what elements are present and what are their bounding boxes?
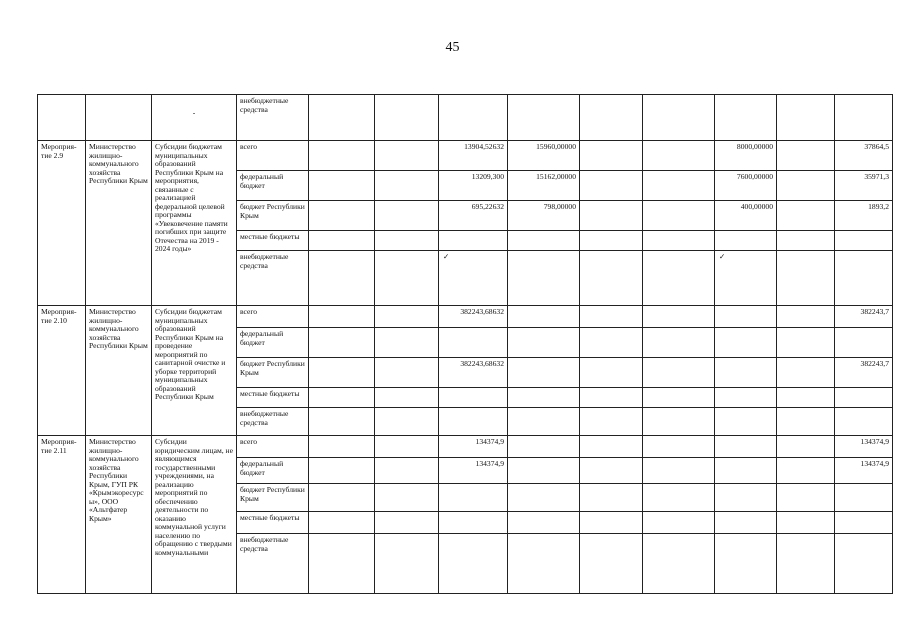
amount-cell — [508, 306, 580, 328]
amount-cell — [715, 458, 777, 484]
amount-cell: 7600,00000 — [715, 171, 777, 201]
source-label: местные бюджеты — [237, 388, 309, 408]
source-label: внебюджетные средства — [237, 408, 309, 436]
total-cell: 382243,7 — [835, 358, 893, 388]
amount-cell: 13209,300 — [439, 171, 508, 201]
dash-mark: - — [192, 108, 196, 117]
amount-cell — [508, 484, 580, 512]
source-label: всего — [237, 141, 309, 171]
total-cell: 134374,9 — [835, 458, 893, 484]
amount-cell: 15960,00000 — [508, 141, 580, 171]
total-cell: 35971,3 — [835, 171, 893, 201]
total-cell: 37864,5 — [835, 141, 893, 171]
amount-cell — [715, 306, 777, 328]
source-label: федеральный бюджет — [237, 328, 309, 358]
table-row — [38, 141, 893, 171]
amount-cell: ✓ — [715, 251, 777, 306]
executor: Министерство жилищно-коммунального хозяйства Республики Крым — [86, 141, 152, 306]
amount-cell: 798,00000 — [508, 201, 580, 231]
amount-cell — [439, 328, 508, 358]
measure-id: Мероприя-тие 2.10 — [38, 306, 86, 436]
budget-table — [37, 94, 893, 594]
executor: Министерство жилищно-коммунального хозяйства Республики Крым — [86, 306, 152, 436]
amount-cell: 400,00000 — [715, 201, 777, 231]
amount-cell — [508, 388, 580, 408]
amount-cell — [439, 512, 508, 534]
measure-id: Мероприя-тие 2.9 — [38, 141, 86, 306]
amount-cell — [715, 512, 777, 534]
total-cell — [835, 408, 893, 436]
amount-cell — [715, 358, 777, 388]
source-label: местные бюджеты — [237, 231, 309, 251]
amount-cell: 8000,00000 — [715, 141, 777, 171]
amount-cell: 134374,9 — [439, 458, 508, 484]
source-label: бюджет Республики Крым — [237, 201, 309, 231]
source-label: бюджет Республики Крым — [237, 484, 309, 512]
amount-cell — [508, 458, 580, 484]
amount-cell — [715, 388, 777, 408]
measure-description: Субсидии юридическим лицам, не являющимся государственными учреждениями, на реализацию мероприятий по обеспечению деятельности по оказанию коммунальной услуги населению по обращению с твердыми коммунальными — [152, 436, 237, 594]
amount-cell — [715, 408, 777, 436]
measure-id: Мероприя-тие 2.11 — [38, 436, 86, 594]
source-label: внебюджетные средства — [237, 95, 309, 141]
amount-cell — [715, 328, 777, 358]
total-cell: 382243,7 — [835, 306, 893, 328]
amount-cell — [439, 408, 508, 436]
table-row — [38, 436, 893, 458]
source-label: всего — [237, 306, 309, 328]
source-label: федеральный бюджет — [237, 171, 309, 201]
table-row-carryover — [38, 95, 893, 141]
total-cell — [835, 388, 893, 408]
amount-cell — [439, 534, 508, 594]
amount-cell — [508, 534, 580, 594]
total-cell: 134374,9 — [835, 436, 893, 458]
amount-cell: 382243,68632 — [439, 358, 508, 388]
total-cell — [835, 484, 893, 512]
amount-cell: ✓ — [439, 251, 508, 306]
amount-cell — [715, 436, 777, 458]
source-label: бюджет Республики Крым — [237, 358, 309, 388]
amount-cell — [508, 512, 580, 534]
amount-cell: 695,22632 — [439, 201, 508, 231]
amount-cell — [715, 231, 777, 251]
measure-description: Субсидии бюджетам муниципальных образований Республики Крым на проведение мероприятий по санитарной очистке и уборке территорий муниципальных образований Республики Крым — [152, 306, 237, 436]
total-cell — [835, 512, 893, 534]
amount-cell — [508, 328, 580, 358]
amount-cell — [508, 436, 580, 458]
table-row — [38, 306, 893, 328]
amount-cell — [508, 358, 580, 388]
amount-cell: 13904,52632 — [439, 141, 508, 171]
amount-cell — [715, 484, 777, 512]
page-number: 45 — [445, 40, 460, 55]
source-label: федеральный бюджет — [237, 458, 309, 484]
amount-cell — [715, 534, 777, 594]
amount-cell — [439, 484, 508, 512]
amount-cell — [439, 388, 508, 408]
source-label: внебюджетные средства — [237, 251, 309, 306]
total-cell — [835, 328, 893, 358]
total-cell — [835, 251, 893, 306]
amount-cell — [508, 231, 580, 251]
amount-cell — [439, 231, 508, 251]
source-label: внебюджетные средства — [237, 534, 309, 594]
amount-cell: 134374,9 — [439, 436, 508, 458]
measure-description: Субсидии бюджетам муниципальных образований Республики Крым на мероприятия, связанные с реализацией федеральной целевой программы «Увековечение памяти погибших при защите Отечества на 2019 - 2024 годы» — [152, 141, 237, 306]
amount-cell: 382243,68632 — [439, 306, 508, 328]
total-cell: 1893,2 — [835, 201, 893, 231]
amount-cell — [508, 251, 580, 306]
amount-cell: 15162,00000 — [508, 171, 580, 201]
amount-cell — [508, 408, 580, 436]
source-label: всего — [237, 436, 309, 458]
executor: Министерство жилищно-коммунального хозяйства Республики Крым, ГУП РК «Крымэкоресурсы», ООО «Альтфатер Крым» — [86, 436, 152, 594]
total-cell — [835, 231, 893, 251]
source-label: местные бюджеты — [237, 512, 309, 534]
total-cell — [835, 534, 893, 594]
